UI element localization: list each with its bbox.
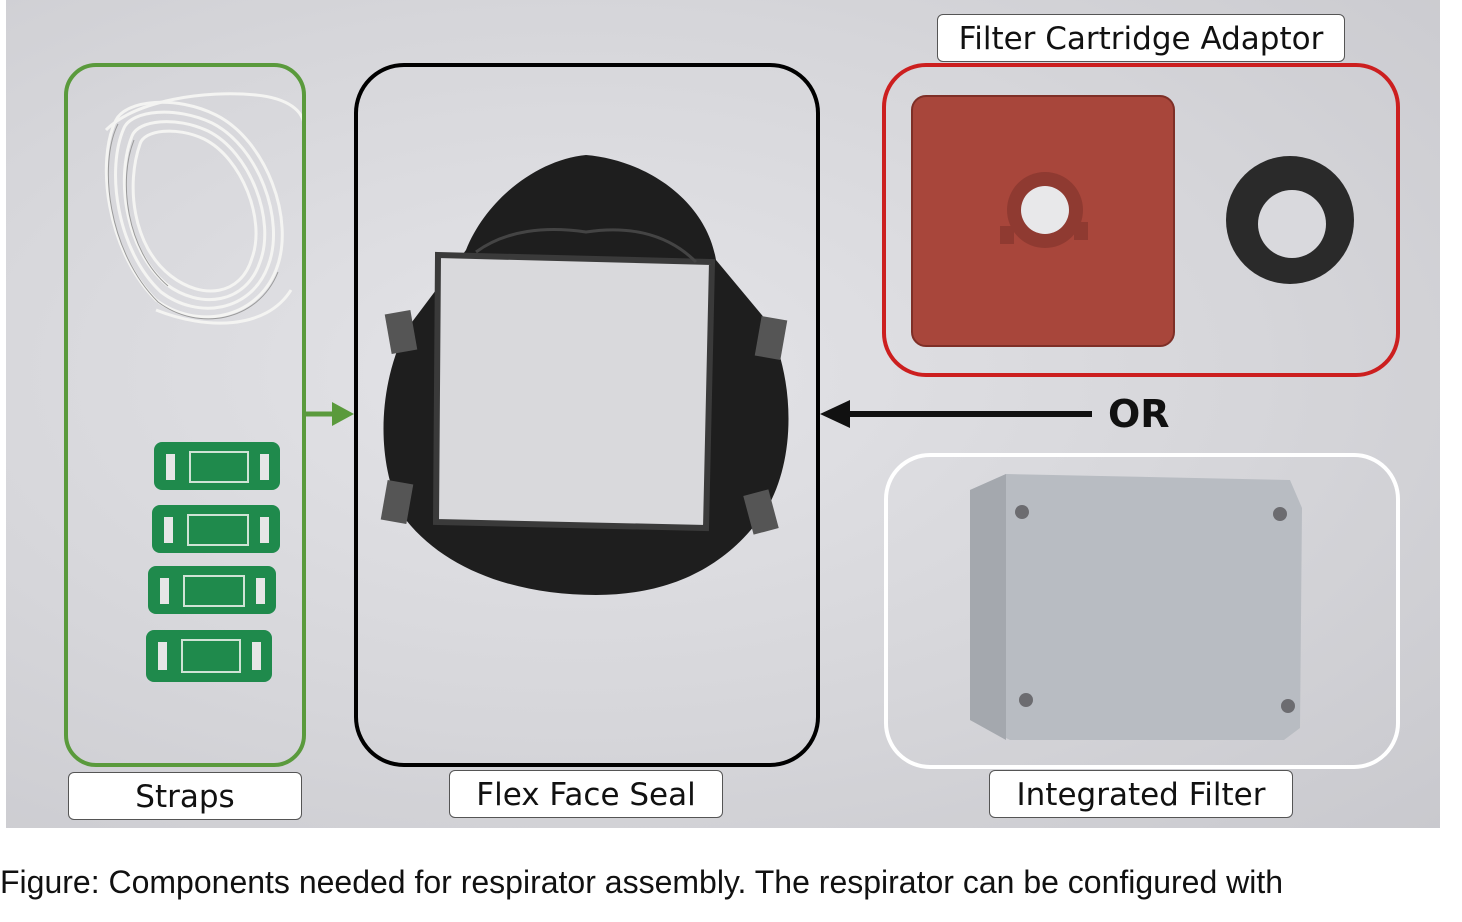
figure-caption: Figure: Components needed for respirator assembly. The respirator can be configured with [0,864,1284,900]
elastic-strap-coil [106,94,304,323]
green-arrow [304,402,354,426]
filter-cartridge-adaptor-label: Filter Cartridge Adaptor [937,14,1345,62]
integrated-filter-part [970,474,1302,740]
component-photo [6,0,1440,828]
black-arrow [820,400,1092,428]
flex-face-seal-label: Flex Face Seal [449,770,723,818]
strap-buckles [146,442,280,682]
straps-label: Straps [68,772,302,820]
adaptor-plate [912,96,1174,346]
buckle-4 [146,630,272,682]
photo-illustration [6,0,1440,828]
gasket-ring [1226,156,1354,284]
buckle-3 [148,566,276,614]
or-label: OR [1108,392,1170,436]
integrated-filter-label: Integrated Filter [989,770,1293,818]
buckle-1 [154,442,280,490]
buckle-2 [152,505,280,553]
flex-face-seal-part [381,155,789,595]
